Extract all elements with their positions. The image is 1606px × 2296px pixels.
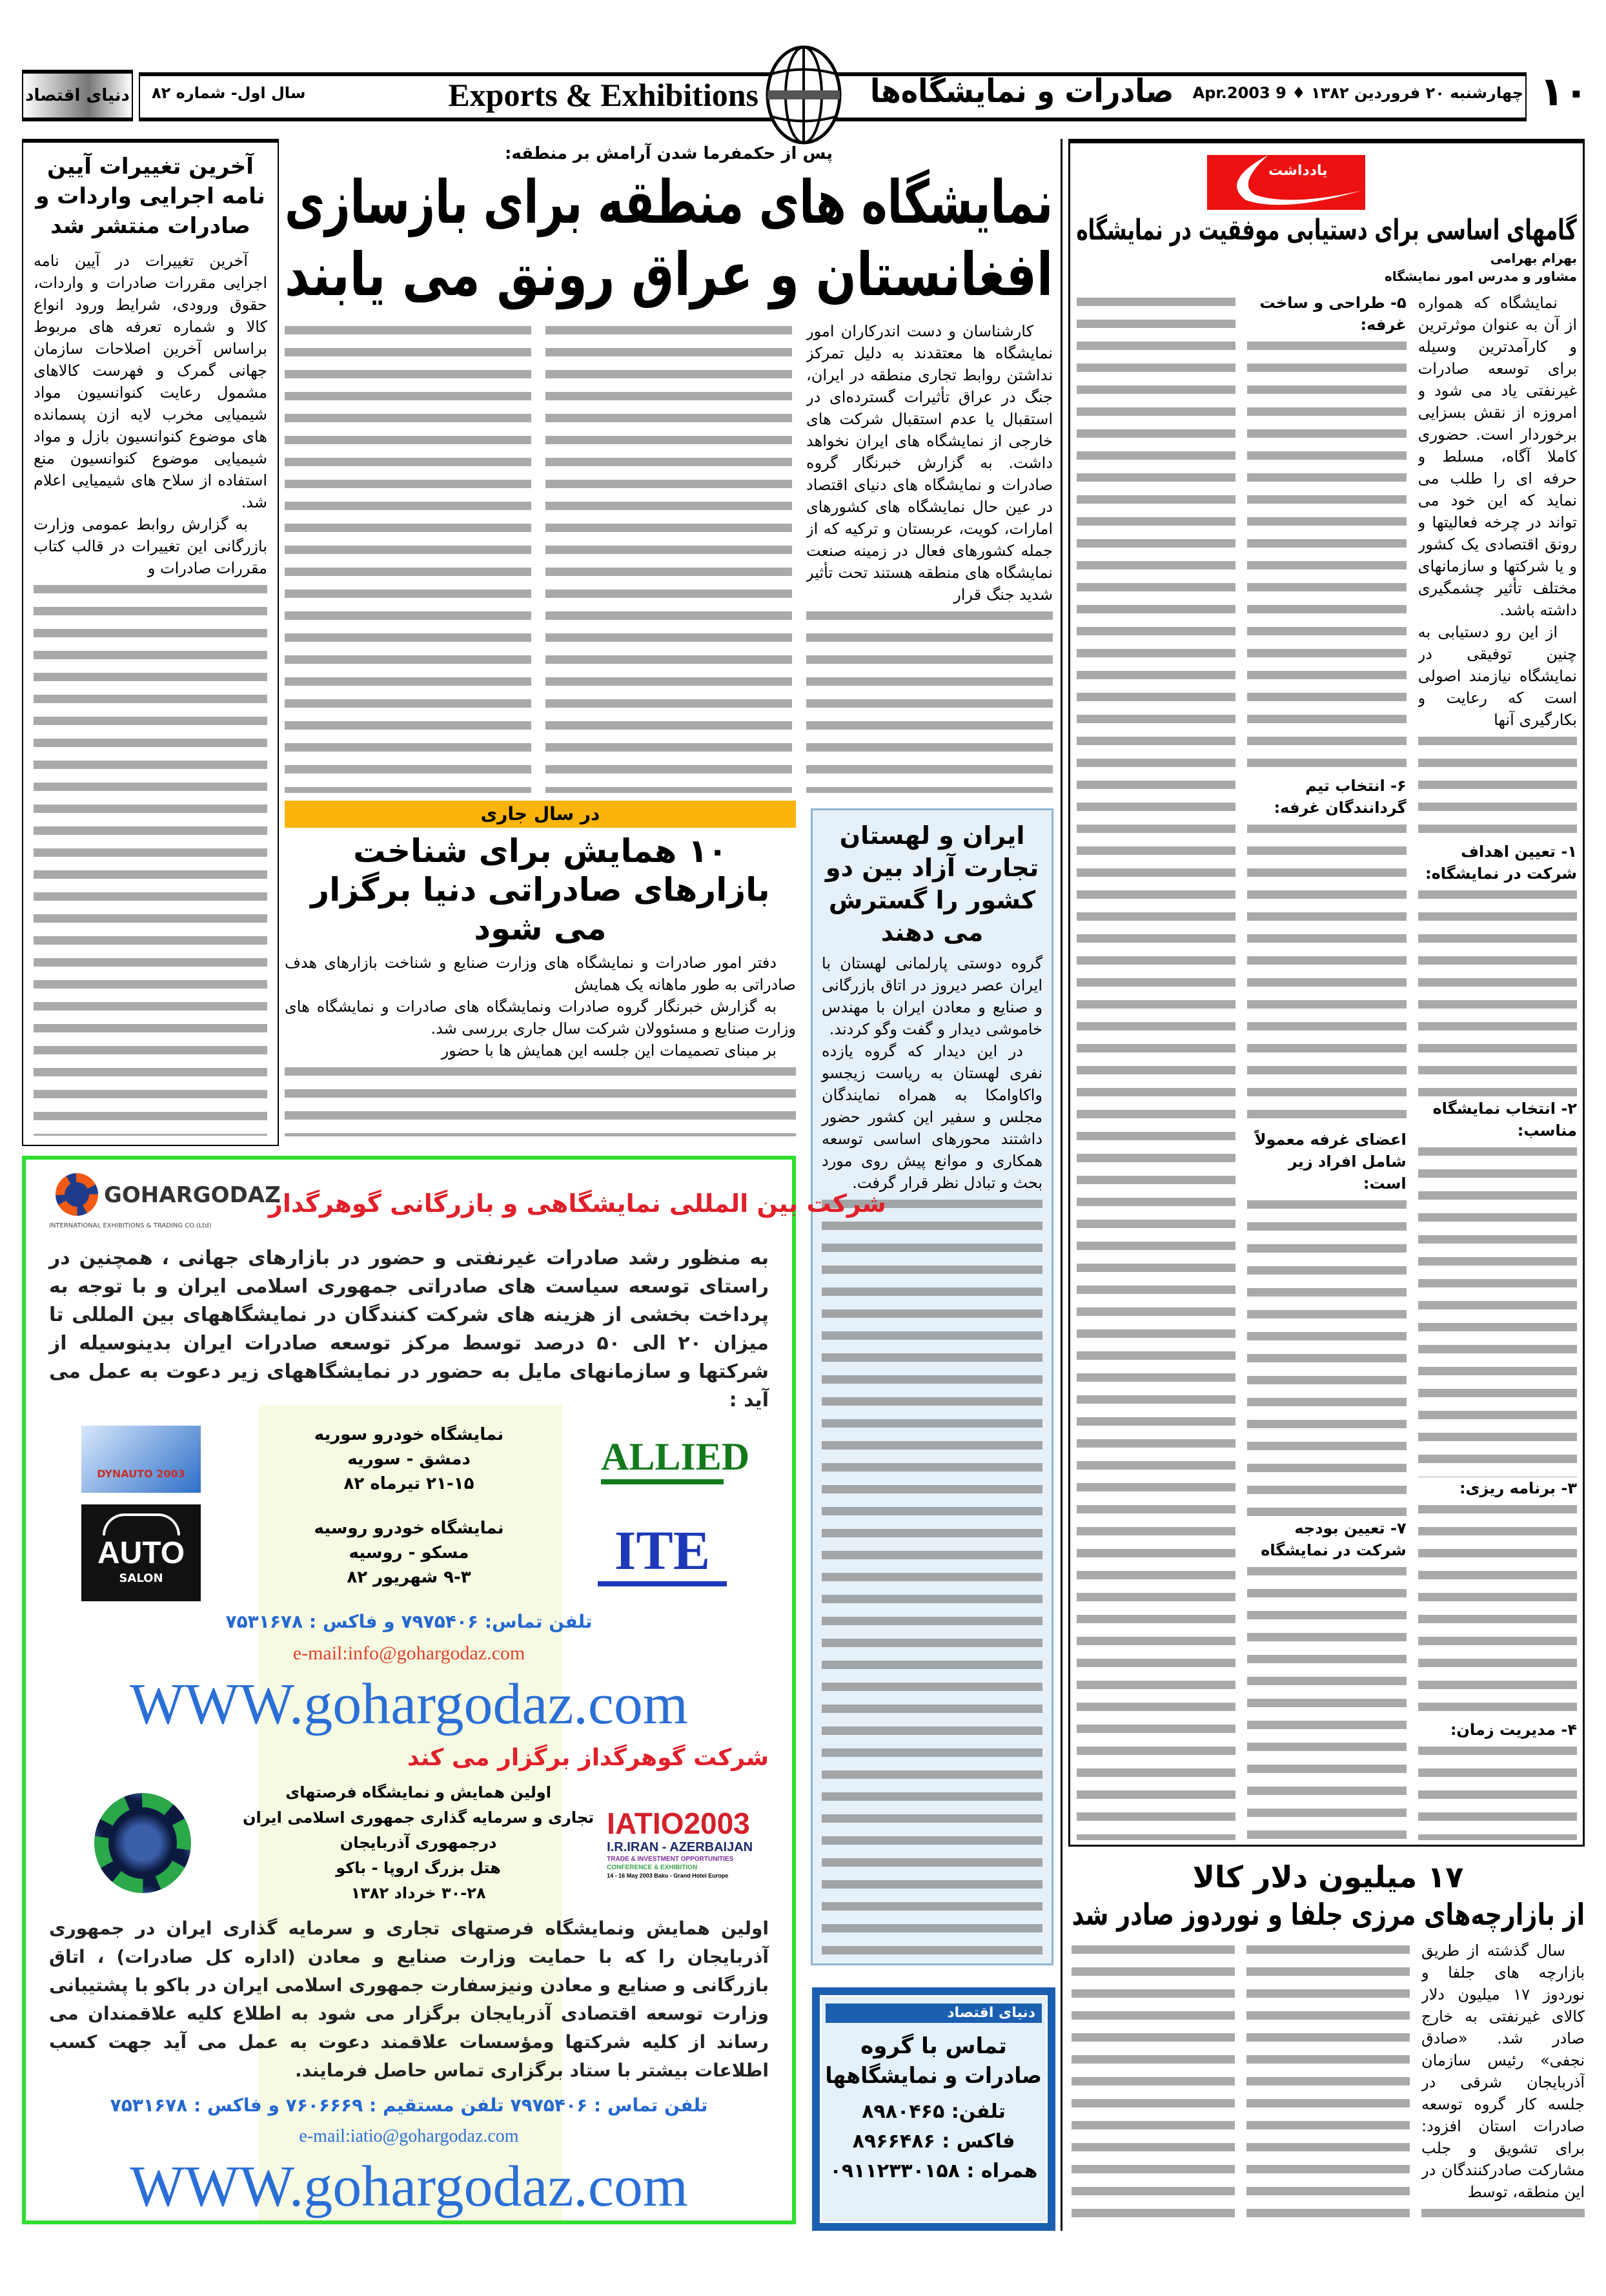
event-row — [49, 1780, 769, 1906]
text-continuation — [1418, 1499, 1577, 1719]
section-title-fa: صادرات و نمایشگاه‌ها — [869, 72, 1174, 110]
section-title-en: Exports & Exhibitions — [448, 77, 758, 113]
ad-header-row — [49, 1171, 886, 1236]
fair-syria-date: ۲۱-۱۵ تیرماه ۸۲ — [343, 1474, 474, 1494]
editorial-badge — [1207, 155, 1365, 210]
editorial-column — [1418, 292, 1577, 1840]
editorial-heading-6b: اعضای غرفه معمولاً شامل افراد زیر است: — [1254, 1131, 1407, 1193]
editorial-body — [1077, 292, 1577, 1840]
left-article-title: آخرین تغییرات آیین نامه اجرایی واردات و صادرات منتشر شد — [36, 154, 265, 239]
conferences-kicker-bar: در سال جاری — [285, 801, 796, 828]
editorial-column — [1247, 292, 1406, 1840]
ite-logo: ITE — [598, 1519, 727, 1586]
border-title-line1: ۱۷ میلیون دلار کالا — [1192, 1860, 1464, 1894]
left-article — [22, 139, 279, 1146]
fair-russia-place: مسکو - روسیه — [349, 1543, 469, 1563]
gear-icon — [56, 1173, 98, 1216]
main-article-column — [285, 320, 531, 793]
text-continuation — [822, 1194, 1042, 1954]
ad-email-1[interactable]: e-mail:info@gohargodaz.com — [292, 1643, 525, 1665]
fair-syria-name: نمایشگاه خودرو سوریه — [314, 1425, 504, 1445]
text-continuation — [545, 320, 792, 793]
conferences-p1: دفتر امور صادرات و نمایشگاه های وزارت صنایع و شناخت بازارهای هدف صادراتی به طور ماهانه یک همایش — [285, 954, 796, 994]
logo-text: دنیای اقتصاد — [25, 86, 130, 105]
event-details — [243, 1780, 594, 1906]
fair-syria-place: دمشق - سوریه — [347, 1450, 471, 1470]
fair-row-syria — [49, 1422, 769, 1496]
fair-russia-name: نمایشگاه خودرو روسیه — [314, 1518, 504, 1538]
text-continuation — [1421, 2203, 1585, 2228]
border-article-body — [1072, 1940, 1585, 2228]
auto-salon-logo — [81, 1504, 201, 1601]
event-line: درجمهوری آذربایجان — [340, 1834, 497, 1852]
text-continuation — [806, 606, 1053, 793]
border-article-column — [1421, 1940, 1585, 2228]
editorial-heading-2: ۲- انتخاب نمایشگاه مناسب: — [1432, 1100, 1577, 1140]
main-article-column — [806, 320, 1053, 793]
iatio-logo-sub2: TRADE & INVESTMENT OPPORTUNITIES — [607, 1855, 734, 1863]
text-continuation — [1077, 292, 1235, 1840]
iatio-logo-sub4: 14 - 16 May 2003 Baku - Grand Hotel Europe — [607, 1872, 729, 1879]
left-article-p2: به گزارش روابط عمومی وزارت بازرگانی این تغییرات در قالب کتاب مقررات صادرات و — [34, 515, 267, 577]
contact-mobile: همراه : ۰۹۱۱۲۳۳۰۱۵۸ — [829, 2160, 1038, 2182]
text-continuation — [1072, 1940, 1235, 2228]
allied-logo: ALLIED — [601, 1434, 724, 1484]
contact-title-1: تماس با گروه — [860, 2033, 1007, 2059]
editorial-title: گامهای اساسی برای دستیابی موفقیت در نمایشگاه — [1077, 214, 1577, 247]
dynauto-logo: DYNAUTO 2003 — [81, 1426, 201, 1493]
ad-contact-2: تلفن تماس : ۷۹۷۵۴۰۶ تلفن مستقیم : ۷۶۰۶۶۶۹ و فاکس : ۷۵۳۱۶۷۸ — [110, 2094, 708, 2116]
border-article — [1072, 1858, 1585, 2228]
ad-title: شرکت بین المللی نمایشگاهی و بازرگانی گوهرگداز — [269, 1189, 886, 1218]
conferences-p2: به گزارش خبرنگار گروه صادرات ونمایشگاه های صادرات و نمایشگاه های وزارت صنایع و مسئوولان شرکت سال جاری بررسی شد. — [285, 998, 796, 1038]
event-line: هتل بزرگ اروپا - باکو — [336, 1859, 501, 1878]
editorial-content — [1077, 212, 1577, 1840]
text-continuation — [1246, 1940, 1410, 2228]
left-article-p1: آخرین تغییرات در آیین نامه اجرایی مقررات صادرات و واردات، حقوق ورودی، شرایط ورود انواع کالا و شماره تعرفه های مربوط براساس آخرین اصلاحات سازمان جهانی گمرک و فهرست کالاهای مشمول رعایت کنوانسیون مواد شیمیایی مخرب لایه ازن پسمانده های موضوع کنوانسیون بازل و مواد شیمیایی موضوع کنوانسیون منع استفاده از سلاح های شیمیایی اعلام شد. — [34, 252, 267, 511]
main-article — [285, 141, 1053, 793]
border-article-column — [1072, 1940, 1235, 2228]
ad-intro: به منظور رشد صادرات غیرنفتی و حضور در بازارهای جهانی ، همچنین در راستای توسعه سیاست های صادراتی جمهوری اسلامی ایران و با توجه به پرداخت بخشی از هزینه های شرکت کنندگان در نمایشگاههای بین المللی تا میزان ۲۰ الی ۵۰ درصد توسط مرکز توسعه صادرات ایران بدینوسیله از شرکتها و سازمانهای مایل به حضور در نمایشگاههای زیر دعوت به عمل می آید : — [49, 1246, 769, 1411]
ad-email-2[interactable]: e-mail:iatio@gohargodaz.com — [299, 2126, 519, 2147]
iatio-logo — [607, 1807, 784, 1880]
page-number: ۱۰ — [1540, 68, 1589, 115]
ad-content — [26, 1160, 886, 2220]
poland-article — [811, 808, 1053, 1965]
main-title-line1: نمایشگاه های منطقه برای بازسازی — [285, 168, 1053, 237]
iatio-logo-sub3: CONFERENCE & EXHIBITION — [607, 1863, 698, 1871]
editorial-p2: از این رو دستیابی به چنین توفیقی در نمایشگاه نیازمند اصولی است که رعایت و بکارگیری آنها — [1418, 623, 1577, 729]
event-description: اولین همایش ونمایشگاه فرصتهای تجاری و سرمایه گذاری ایران در جمهوری آذربایجان را که با حمایت وزارت صنایع و معادن (اداره کل صادرات) ، اتاق بازرگانی و صنایع و معادن ونیزسفارت جمهوری اسلامی ایران در باکو با پشتیبانی وزارت توسعه اقتصادی آذربایجان برگزار می شود به اطلاع کلیه علاقمندان می رساند از کلیه شرکتها ومؤسسات علاقمند دعوت به عمل می آید جهت کسب اطلاعات بیشتر با ستاد برگزاری تماس حاصل فرمایند. — [49, 1917, 769, 2081]
auto-salon-logo-text: AUTO — [97, 1535, 185, 1570]
border-article-p1: سال گذشته از طریق بازارچه های جلفا و نوردوز ۱۷ میلیون دلار کالای غیرنفتی به خارج صادر شد. «صادق نجفی» رئیس سازمان آذربایجان شرقی در جلسه کار گروه توسعه صادرات استان افزود: برای تشویق و جلب مشارکت صادرکنندگان در این منطقه، توسط — [1421, 1942, 1585, 2201]
ad-contact-1: تلفن تماس: ۷۹۷۵۴۰۶ و فاکس : ۷۵۳۱۶۷۸ — [225, 1610, 593, 1632]
editorial-author-role: مشاور و مدرس امور نمایشگاه — [1384, 269, 1577, 284]
text-continuation — [285, 1061, 796, 1136]
event-line: تجاری و سرمایه گذاری جمهوری اسلامی ایران — [243, 1809, 595, 1827]
fair-row-russia — [49, 1504, 769, 1601]
fair-syria — [243, 1422, 575, 1496]
ad-organizer: شرکت گوهرگداز برگزار می کند — [407, 1744, 769, 1771]
text-continuation — [285, 320, 531, 793]
gohargodaz-logo-text: GOHARGODAZ — [104, 1182, 281, 1208]
contact-box — [812, 1987, 1055, 2231]
text-continuation — [1247, 1194, 1406, 1517]
issue-info: سال اول- شماره ۸۲ — [152, 84, 306, 102]
editorial-heading-5: ۵- طراحی و ساخت غرفه: — [1259, 294, 1407, 334]
text-continuation — [1418, 885, 1577, 1098]
editorial-badge-text: یادداشت — [1268, 163, 1328, 179]
border-title-line2: از بازارچه‌های مرزی جلفا و نوردوز صادر شد — [1072, 1897, 1585, 1932]
editorial-p1: نمایشگاه که همواره از آن به عنوان موثرترین و کارآمدترین وسیله برای توسعه صادرات غیرنفتی یاد می شود و امروزه از نقش بسزایی برخوردار است. حضوری کاملا آگاه، مسلط و حرفه ای را طلب می نماید که این خود می تواند در چرخه فعالیتها و رونق اقتصادی یک کشور و یا شرکتها و سازمانهای مختلف تأثیر چشمگیری داشته باشد. — [1418, 294, 1577, 619]
editorial-heading-4: ۴- مدیریت زمان: — [1450, 1721, 1577, 1739]
gohargodaz-logo-sub: INTERNATIONAL EXHIBITIONS & TRADING CO.(Ltd) — [49, 1222, 212, 1229]
main-title-line2: افغانستان و عراق رونق می یابند — [285, 240, 1053, 309]
poland-p2: در این دیدار که گروه یازده نفری لهستان به ریاست زیجسو واکاوامکا به همراه نمایندگان مجلس و سفیر این کشور حضور داشتند محورهای اساسی توسعه همکاری و موانع پیش روی مورد بحث و تبادل نظر قرار گرفت. — [822, 1042, 1042, 1192]
main-article-kicker: پس از حکمفرما شدن آرامش بر منطقه: — [504, 144, 833, 163]
car-icon — [103, 1513, 180, 1535]
editorial-heading-3: ۳- برنامه ریزی: — [1459, 1479, 1577, 1497]
poland-p1: گروه دوستی پارلمانی لهستان با ایران عصر دیروز در اتاق بازرگانی و صنایع و معادن ایران با مهندس خاموشی دیدار و گفت وگو کردند. — [822, 954, 1042, 1038]
main-article-column — [545, 320, 792, 793]
gohargodaz-logo — [49, 1173, 281, 1235]
contact-logo: دنیای اقتصاد — [826, 2004, 1042, 2023]
text-continuation — [1418, 1741, 1577, 1840]
conferences-article — [285, 801, 796, 1136]
text-continuation — [34, 579, 267, 1136]
auto-salon-logo-sub: SALON — [119, 1571, 163, 1585]
border-article-column — [1246, 1940, 1410, 2228]
ad-website-2[interactable]: WWW.gohargodaz.com — [130, 2154, 688, 2219]
conferences-title: ۱۰ همایش برای شناخت بازارهای صادراتی دنیا برگزار می شود — [310, 832, 770, 947]
main-article-p1: کارشناسان و دست اندرکاران امور نمایشگاه ها معتقدند به دلیل تمرکز نداشتن روابط تجاری منطقه در ایران، جنگ در عراق تأثیرات گسترده‌ای در استقبال یا عدم استقبال شرکت های خارجی از نمایشگاه های ایران نخواهد داشت. به گزارش خبرنگار گروه صادرات و نمایشگاه های دنیای اقتصاد در عین حال نمایشگاه های کشورهای امارات، کویت، عربستان و ترکیه که از جمله کشورهای فعال در زمینه صنعت نمایشگاه های منطقه هستند تحت تأثیر شدید جنگ قرار — [806, 322, 1053, 604]
text-continuation — [1418, 1142, 1577, 1477]
editorial-heading-1: ۱- تعیین اهداف شرکت در نمایشگاه: — [1425, 843, 1577, 883]
ad-website-1[interactable]: WWW.gohargodaz.com — [130, 1672, 688, 1736]
iatio-logo-title: IATIO2003 — [607, 1807, 750, 1840]
fair-russia — [243, 1516, 575, 1590]
column-divider — [1061, 139, 1062, 2231]
editorial-author: بهرام بهرامی — [1490, 251, 1577, 266]
text-continuation — [1247, 819, 1406, 1129]
issue-date: چهارشنبه ۲۰ فروردین ۱۳۸۲ ♦ 9 Apr.2003 — [1192, 84, 1523, 102]
contact-phone: تلفن: ۸۹۸۰۴۶۵ — [862, 2100, 1006, 2123]
poland-title: ایران و لهستان تجارت آزاد بین دو کشور را گسترش می دهند — [825, 821, 1039, 947]
text-continuation — [1418, 731, 1577, 841]
event-line: اولین همایش و نمایشگاه فرصتهای — [285, 1783, 551, 1802]
fair-russia-date: ۹-۳ شهریور ۸۲ — [347, 1567, 471, 1587]
event-line: ۳۰-۲۸ خرداد ۱۳۸۲ — [351, 1884, 486, 1903]
main-article-body — [285, 320, 1053, 793]
iatio-logo-sub: I.R.IRAN - AZERBAIJAN — [607, 1840, 753, 1854]
masthead-logo — [22, 70, 133, 121]
text-continuation — [1247, 1561, 1406, 1840]
azerbaijan-gear-logo — [94, 1793, 191, 1893]
editorial-heading-7: ۷- تعیین بودجه شرکت در نمایشگاه — [1261, 1519, 1407, 1559]
contact-title-2: صادرات و نمایشگاهها — [825, 2063, 1042, 2089]
editorial-column — [1077, 292, 1235, 1840]
text-continuation — [1247, 336, 1406, 775]
editorial-heading-6: ۶- انتخاب تیم گردانندگان غرفه: — [1274, 777, 1407, 817]
conferences-p3: بر مبنای تصمیمات این جلسه این همایش ها با حضور — [441, 1041, 777, 1060]
gohargodaz-ad[interactable] — [22, 1156, 886, 2224]
contact-fax: فاکس : ۸۹۶۶۴۸۶ — [852, 2130, 1015, 2153]
globe-icon — [765, 45, 842, 145]
